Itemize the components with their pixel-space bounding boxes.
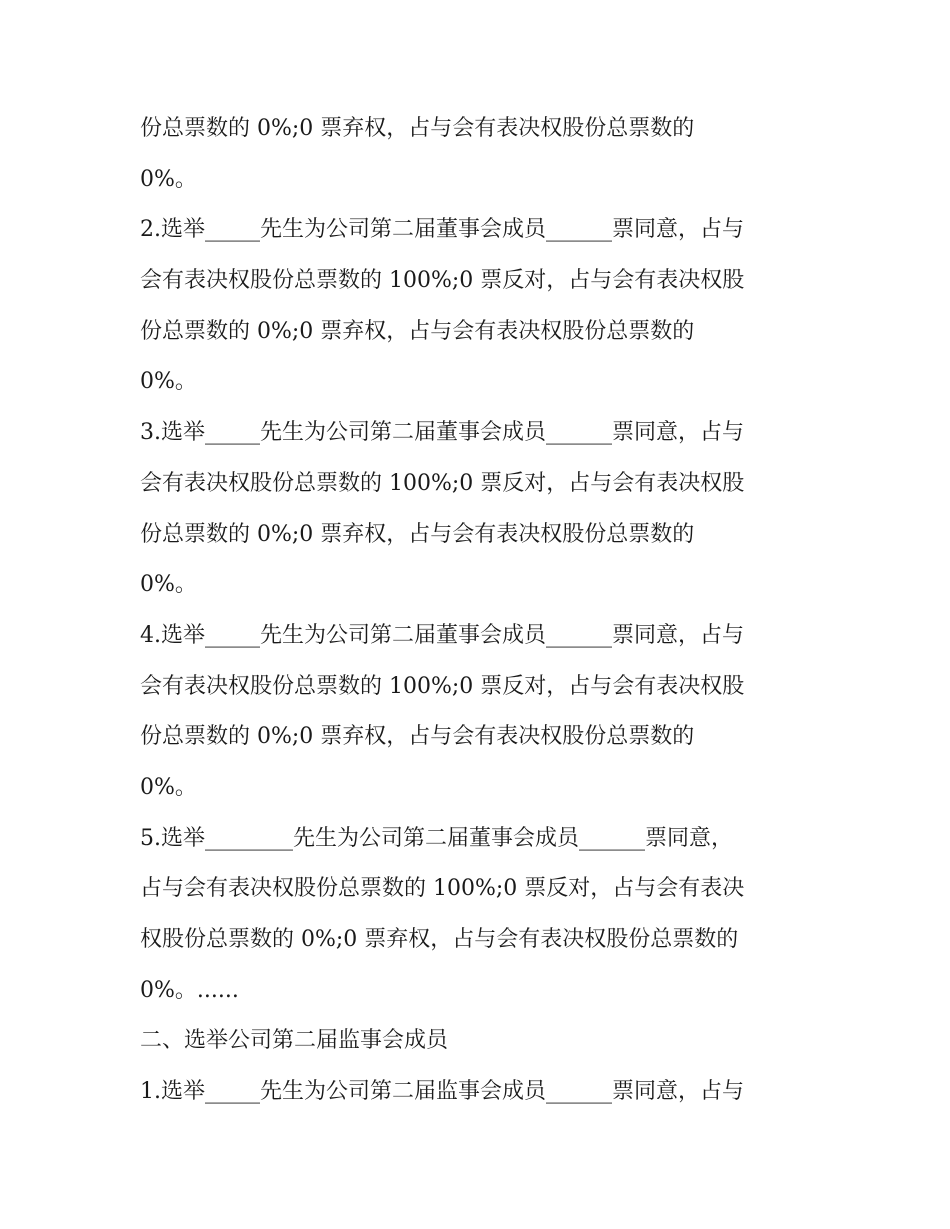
text-line: 0%。...... (140, 977, 239, 1003)
text-line: 会有表决权股份总票数的 100%;0 票反对，占与会有表决权股 (140, 470, 745, 496)
text-line: 4.选举_____先生为公司第二届董事会成员______票同意，占与 (140, 622, 744, 648)
text-line: 0%。 (140, 166, 197, 192)
text-line: 1.选举_____先生为公司第二届监事会成员______票同意，占与 (140, 1079, 744, 1105)
text-line: 3.选举_____先生为公司第二届董事会成员______票同意，占与 (140, 420, 744, 446)
text-line: 权股份总票数的 0%;0 票弃权，占与会有表决权股份总票数的 (140, 927, 739, 952)
text-line: 会有表决权股份总票数的 100%;0 票反对，占与会有表决权股 (140, 268, 745, 294)
text-line: 份总票数的 0%;0 票弃权，占与会有表决权股份总票数的 (140, 521, 695, 547)
text-line: 0%。 (140, 774, 197, 800)
text-line: 0%。 (140, 369, 197, 395)
text-line: 5.选举________先生为公司第二届董事会成员______票同意， (140, 825, 733, 851)
text-line: 0%。 (140, 572, 197, 598)
text-line: 2.选举_____先生为公司第二届董事会成员______票同意，占与 (140, 217, 744, 243)
text-line: 份总票数的 0%;0 票弃权，占与会有表决权股份总票数的 (140, 318, 695, 344)
document-body (140, 104, 820, 1118)
text-line: 占与会有表决权股份总票数的 100%;0 票反对，占与会有表决 (140, 876, 745, 902)
text-line: 份总票数的 0%;0 票弃权，占与会有表决权股份总票数的 (140, 724, 695, 750)
text-line: 份总票数的 0%;0 票弃权，占与会有表决权股份总票数的 (140, 116, 695, 141)
section-heading: 二、选举公司第二届监事会成员 (140, 1028, 449, 1054)
text-line: 会有表决权股份总票数的 100%;0 票反对，占与会有表决权股 (140, 673, 745, 699)
